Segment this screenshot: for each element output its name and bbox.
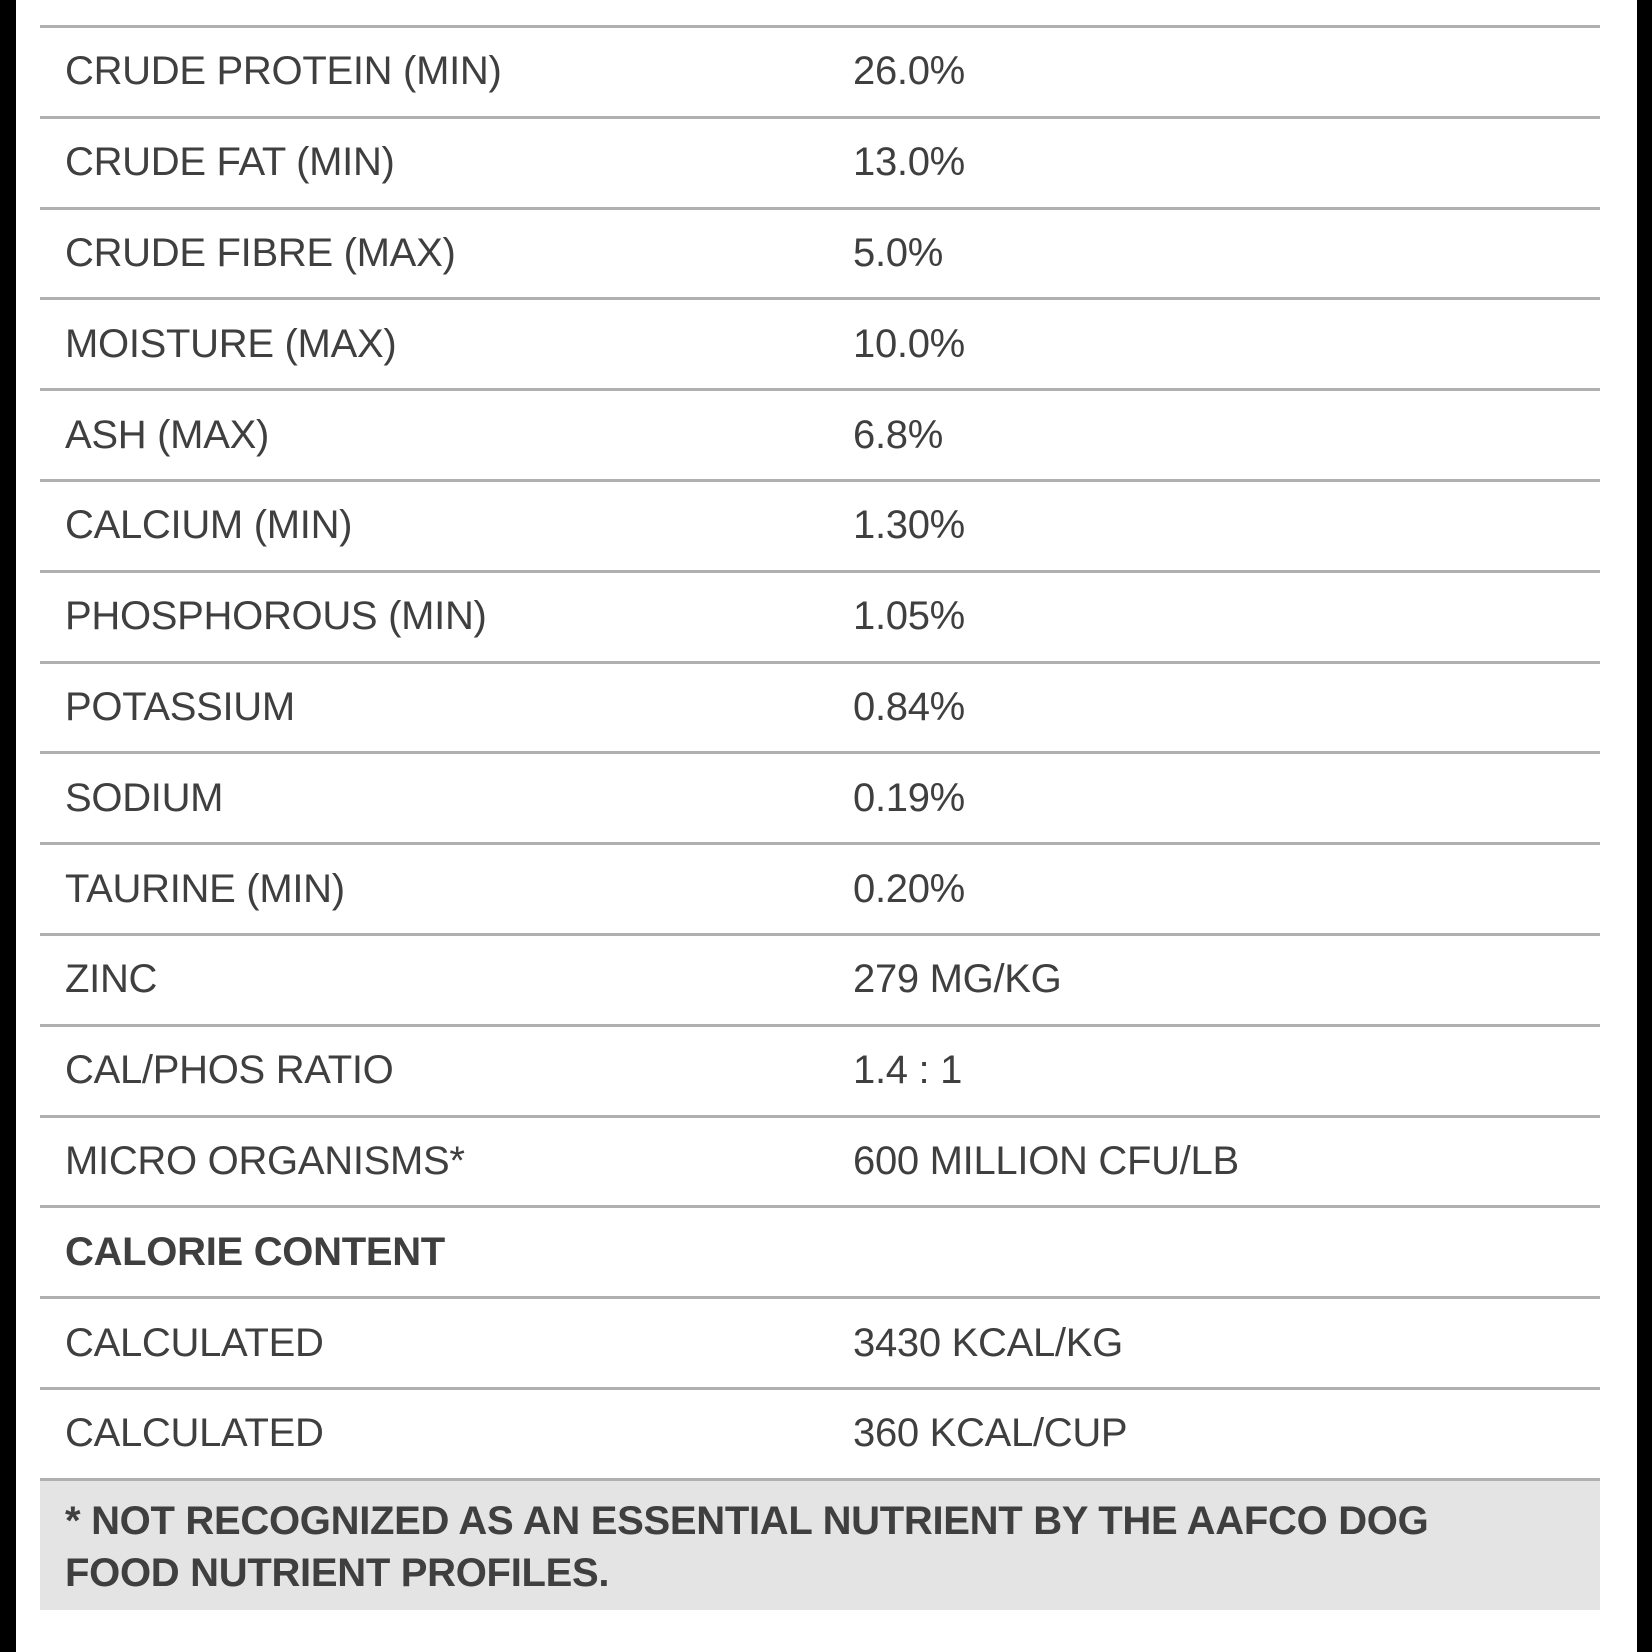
section-label: CALORIE CONTENT (65, 1229, 445, 1274)
row-value: 0.84% (853, 684, 965, 729)
row-label: CRUDE FIBRE (MAX) (65, 230, 456, 275)
row-label: CALCULATED (65, 1411, 324, 1456)
table-row-cal-phos-ratio (40, 1024, 1600, 1115)
row-label: TAURINE (MIN) (65, 866, 345, 911)
row-value: 0.19% (853, 775, 965, 820)
row-label: CRUDE PROTEIN (MIN) (65, 49, 502, 94)
row-value: 1.4 : 1 (853, 1048, 963, 1093)
row-label: CALCIUM (MIN) (65, 503, 353, 548)
table-row-calculated-cup (40, 1387, 1600, 1478)
table-row-calcium (40, 479, 1600, 570)
row-label: CALCULATED (65, 1320, 324, 1365)
row-value: 279 MG/KG (853, 957, 1062, 1002)
row-label: PHOSPHOROUS (MIN) (65, 594, 487, 639)
row-value: 10.0% (853, 321, 965, 366)
table-row-phosphorous (40, 570, 1600, 661)
table-row-calculated-kg (40, 1296, 1600, 1387)
row-value: 26.0% (853, 49, 965, 94)
row-label: CRUDE FAT (MIN) (65, 140, 395, 185)
right-black-edge-bar (1637, 0, 1652, 1652)
row-label: POTASSIUM (65, 684, 295, 729)
table-row-zinc (40, 933, 1600, 1024)
table-row-potassium (40, 661, 1600, 752)
table-row-sodium (40, 751, 1600, 842)
table-row-micro-organisms (40, 1115, 1600, 1206)
table-section-calorie-content (40, 1205, 1600, 1296)
row-value: 1.05% (853, 594, 965, 639)
footnote-text: * NOT RECOGNIZED AS AN ESSENTIAL NUTRIENT BY THE AAFCO DOG FOOD NUTRIENT PROFILES. (65, 1498, 1429, 1595)
table-row-crude-fat (40, 116, 1600, 207)
row-value: 600 MILLION CFU/LB (853, 1138, 1239, 1183)
aafco-footnote (40, 1478, 1600, 1610)
row-value: 3430 KCAL/KG (853, 1320, 1123, 1365)
row-label: MOISTURE (MAX) (65, 321, 397, 366)
row-label: ZINC (65, 957, 158, 1002)
row-value: 13.0% (853, 140, 965, 185)
row-label: ASH (MAX) (65, 412, 269, 457)
table-row-moisture (40, 297, 1600, 388)
left-black-edge-bar (0, 0, 16, 1652)
row-value: 0.20% (853, 866, 965, 911)
row-label: MICRO ORGANISMS* (65, 1138, 465, 1183)
table-row-crude-protein (40, 25, 1600, 116)
row-value: 5.0% (853, 230, 943, 275)
row-value: 6.8% (853, 412, 943, 457)
table-row-taurine (40, 842, 1600, 933)
row-value: 1.30% (853, 503, 965, 548)
row-label: CAL/PHOS RATIO (65, 1048, 394, 1093)
table-row-crude-fibre (40, 207, 1600, 298)
guaranteed-analysis-table (40, 25, 1600, 1610)
row-label: SODIUM (65, 775, 224, 820)
table-row-ash (40, 388, 1600, 479)
row-value: 360 KCAL/CUP (853, 1411, 1128, 1456)
